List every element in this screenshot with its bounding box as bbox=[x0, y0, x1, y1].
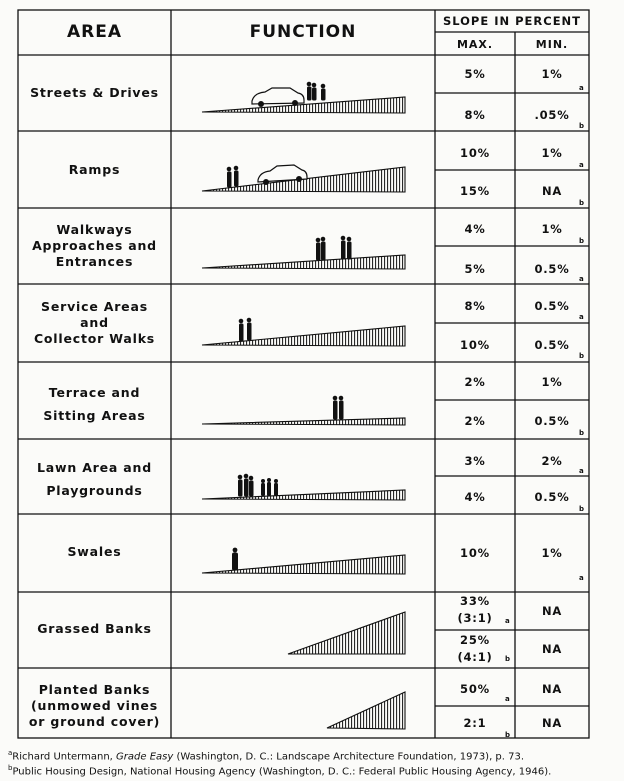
people-icon bbox=[333, 396, 344, 420]
max-value: 3% bbox=[464, 454, 486, 468]
slope-illustration-planted-banks bbox=[327, 692, 405, 729]
min-value: NA bbox=[541, 682, 563, 696]
header-area: AREA bbox=[66, 22, 123, 42]
footnote-mark: b bbox=[579, 199, 585, 207]
footnote-mark: b bbox=[505, 655, 511, 663]
people-icon bbox=[239, 318, 252, 342]
area-label: Ramps bbox=[68, 162, 121, 177]
footnote-mark: b bbox=[579, 505, 585, 513]
footnote-mark: a bbox=[579, 467, 584, 475]
footnote-a: $^a$Richard Untermann, Grade Easy (Washington, D. C.: Landscape Architecture Foundation, 1973), p. 73. bbox=[8, 749, 525, 763]
slope-illustration-terrace bbox=[202, 396, 405, 425]
footnote-mark: b bbox=[579, 429, 585, 437]
max-value: 10% bbox=[460, 546, 490, 560]
area-label: Planted Banks (unmowed vines or ground cover) bbox=[28, 682, 161, 729]
slope-illustration-lawn bbox=[202, 474, 405, 500]
max-value: (4:1) bbox=[457, 650, 493, 664]
max-value: 8% bbox=[464, 299, 486, 313]
slope-illustration-walkways bbox=[202, 236, 405, 269]
max-value: 10% bbox=[460, 338, 490, 352]
min-value: NA bbox=[541, 184, 563, 198]
max-value: 2% bbox=[464, 375, 486, 389]
footnote-mark: b bbox=[579, 352, 585, 360]
area-label: Grassed Banks bbox=[37, 621, 152, 636]
min-value: 0.5% bbox=[534, 299, 570, 313]
min-value: NA bbox=[541, 716, 563, 730]
footnote-mark: a bbox=[579, 84, 584, 92]
min-value: .05% bbox=[534, 108, 570, 122]
max-value: 25% bbox=[460, 633, 490, 647]
max-value: (3:1) bbox=[457, 611, 493, 625]
header-slope: SLOPE IN PERCENT bbox=[442, 14, 582, 28]
max-value: 2% bbox=[464, 414, 486, 428]
max-value: 5% bbox=[464, 67, 486, 81]
footnote-mark: a bbox=[505, 617, 510, 625]
footnote-mark: b bbox=[505, 731, 511, 739]
people-icon bbox=[316, 236, 352, 261]
footnote-mark: b bbox=[579, 122, 585, 130]
car-icon bbox=[252, 88, 304, 107]
max-value: 33% bbox=[460, 594, 490, 608]
max-value: 15% bbox=[460, 184, 490, 198]
max-value: 50% bbox=[460, 682, 490, 696]
min-value: 1% bbox=[541, 546, 563, 560]
slope-illustration-ramps bbox=[202, 165, 405, 192]
footnote-mark: b bbox=[579, 237, 585, 245]
area-label: Walkways Approaches and Entrances bbox=[32, 222, 157, 269]
min-value: 1% bbox=[541, 146, 563, 160]
area-label: Service Areas and Collector Walks bbox=[33, 299, 156, 346]
slope-illustration-grassed-banks bbox=[288, 612, 405, 654]
footnote-mark: a bbox=[579, 275, 584, 283]
header-min: MIN. bbox=[535, 38, 569, 51]
people-icon bbox=[238, 474, 278, 497]
min-value: NA bbox=[541, 642, 563, 656]
max-value: 4% bbox=[464, 222, 486, 236]
min-value: 2% bbox=[541, 454, 563, 468]
max-value: 10% bbox=[460, 146, 490, 160]
min-value: 1% bbox=[541, 222, 563, 236]
max-value: 2:1 bbox=[463, 716, 487, 730]
max-value: 4% bbox=[464, 490, 486, 504]
area-label: Terrace and Sitting Areas bbox=[43, 385, 146, 423]
footnote-mark: a bbox=[579, 574, 584, 582]
header-function: FUNCTION bbox=[249, 22, 357, 42]
header-max: MAX. bbox=[456, 38, 494, 51]
min-value: NA bbox=[541, 604, 563, 618]
area-label: Swales bbox=[67, 544, 122, 559]
min-value: 0.5% bbox=[534, 414, 570, 428]
people-icon bbox=[232, 548, 238, 571]
min-value: 0.5% bbox=[534, 338, 570, 352]
min-value: 0.5% bbox=[534, 262, 570, 276]
footnote-mark: a bbox=[579, 313, 584, 321]
max-value: 8% bbox=[464, 108, 486, 122]
min-value: 0.5% bbox=[534, 490, 570, 504]
slope-illustration-swales bbox=[202, 548, 405, 574]
area-label: Lawn Area and Playgrounds bbox=[37, 460, 152, 498]
slope-illustration-streets bbox=[202, 82, 405, 113]
max-value: 5% bbox=[464, 262, 486, 276]
min-value: 1% bbox=[541, 67, 563, 81]
slope-illustration-service-areas bbox=[202, 318, 405, 346]
min-value: 1% bbox=[541, 375, 563, 389]
people-icon bbox=[227, 166, 239, 188]
area-label: Streets & Drives bbox=[30, 85, 159, 100]
people-icon bbox=[307, 82, 326, 101]
footnote-mark: a bbox=[505, 695, 510, 703]
footnote-mark: a bbox=[579, 161, 584, 169]
footnote-b: $^b$Public Housing Design, National Housing Agency (Washington, D. C.: Federal Public Housing Agency, 1946). bbox=[8, 764, 552, 778]
